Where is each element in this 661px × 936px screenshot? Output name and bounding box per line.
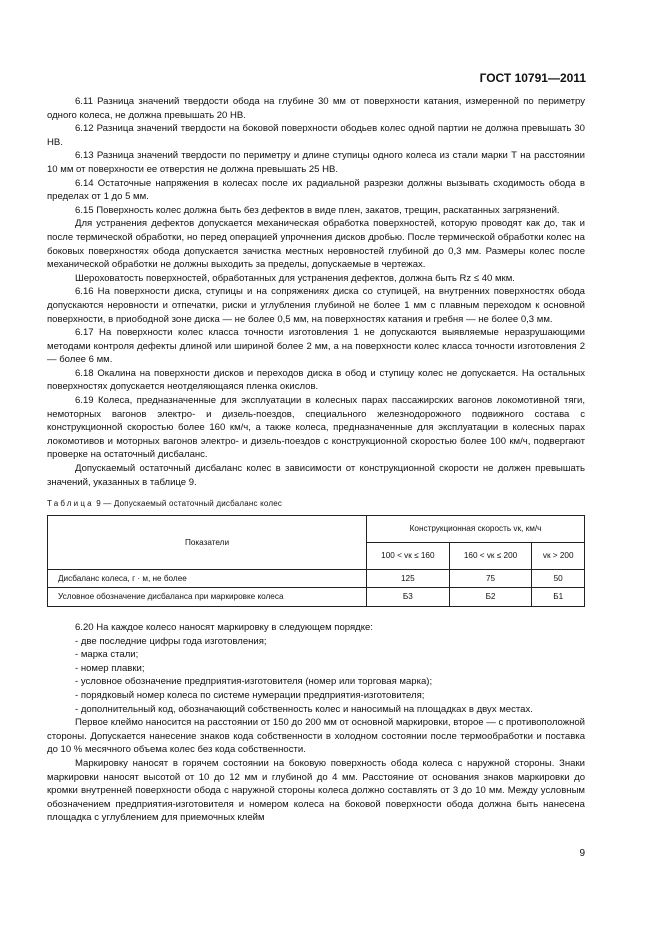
table-row xyxy=(48,569,585,588)
table-subheader-2: 160 < vк ≤ 200 xyxy=(449,542,532,569)
list-item: - две последние цифры года изготовления; xyxy=(75,635,267,647)
table-cell: Б3 xyxy=(367,588,450,607)
paragraph-6-13: 6.13 Разница значений твердости по периметру и длине ступицы одного колеса из стали марки Т на расстоянии 10 мм от поверхности ее отверстия не должна превышать 25 НВ. xyxy=(47,150,585,175)
paragraph-defects: Для устранения дефектов допускается механическая обработка поверхностей, которую проводят как до, так и после термической обработки, но перед операцией упрочнения дисков дробью. После термической обработки колес на боковых поверхностях обода допускается зачистка местных неровностей глубиной до 0,3 мм. Размеры колес после механической обработки не должны выходить за пределы, допускаемые в чертежах. xyxy=(47,218,585,271)
paragraph-roughness: Шероховатость поверхностей, обработанных для устранения дефектов, должна быть Rz ≤ 40 мкм. xyxy=(75,272,515,284)
document-header: ГОСТ 10791—2011 xyxy=(479,71,586,85)
marking-list xyxy=(47,635,585,717)
paragraph-6-19: 6.19 Колеса, предназначенные для эксплуатации в колесных парах пассажирских вагонов локомотивной тяги, немоторных вагонов электро- и дизель-поездов, специального железнодорожного подвижного состава с конструкционной скоростью более 160 км/ч, а также колеса, предназначенные для эксплуатации в колесных парах локомотивов и моторных вагонов электро- и дизель-поездов с конструкционной скоростью более 100 км/ч, подвергают проверке на остаточный дисбаланс. xyxy=(47,395,585,461)
table-header-indicator: Показатели xyxy=(48,515,367,569)
list-item: - порядковый номер колеса по системе нумерации предприятия-изготовителя; xyxy=(75,689,425,701)
paragraph-hot-marking: Маркировку наносят в горячем состоянии на боковую поверхность обода колеса с наружной стороны. Знаки маркировки наносят высотой от 10 до 12 мм и глубиной до 4 мм. Расстояние от основания знаков маркировки до кромки внутренней поверхности обода с наружной стороны колеса должно составлять от 3 до 10 мм. Между условным обозначением предприятия-изготовителя и номером колеса на боковой поверхности обода должна быть нанесена площадка с углублением для приемочных клейм xyxy=(47,757,585,824)
table-cell-label: Дисбаланс колеса, г · м, не более xyxy=(48,569,367,588)
imbalance-table xyxy=(47,515,585,607)
paragraph-imbalance: Допускаемый остаточный дисбаланс колес в зависимости от конструкционной скорости не должен превышать значений, указанных в таблице 9. xyxy=(47,463,585,488)
table-header-speed: Конструкционная скорость vк, км/ч xyxy=(367,515,585,542)
paragraph-6-18: 6.18 Окалина на поверхности дисков и переходов диска в обод и ступицу колес не допускается. На остальных поверхностях допускается неотделяющаяся пленка окислов. xyxy=(47,367,585,393)
paragraph-6-16: 6.16 На поверхности диска, ступицы и на сопряжениях диска со ступицей, на внутренних поверхностях обода допускаются неровности и отпечатки, риски и углубления глубиной не более 1 мм с плавным переходом к основной поверхности, в приободной зоне диска — не более 0,5 мм, на поверхностях катания и гребня — не более 0,3 мм. xyxy=(47,286,585,325)
paragraph-6-14: 6.14 Остаточные напряжения в колесах после их радиальной разрезки должны вызывать сходимость обода в пределах от 1 до 5 мм. xyxy=(47,177,585,203)
document-body xyxy=(47,95,585,825)
list-item: - марка стали; xyxy=(75,649,139,661)
table-caption-word: Таблица xyxy=(47,499,94,509)
table-subheader-3: vк > 200 xyxy=(532,542,585,569)
table-caption xyxy=(47,497,585,511)
table-cell: 125 xyxy=(367,569,450,588)
paragraph-first-stamp: Первое клеймо наносится на расстоянии от 150 до 200 мм от основной маркировки, второе — с противоположной стороны. Допускается нанесение знаков кода собственности в холодном состоянии после термообработки и поставка до 10 % месячного объема колес без кода собственности. xyxy=(47,717,585,756)
paragraph-6-11: 6.11 Разница значений твердости обода на глубине 30 мм от поверхности катания, измеренной по периметру одного колеса, не должна превышать 20 НВ. xyxy=(47,96,585,121)
table-cell-label: Условное обозначение дисбаланса при маркировке колеса xyxy=(48,588,367,607)
table-subheader-1: 100 < vк ≤ 160 xyxy=(367,542,450,569)
list-item: - дополнительный код, обозначающий собственность колес и наносимый на площадках в двух местах. xyxy=(75,703,533,715)
paragraph-6-12: 6.12 Разница значений твердости на боковой поверхности ободьев колес одной партии не должна превышать 30 НВ. xyxy=(47,123,585,148)
page-number: 9 xyxy=(579,848,585,859)
list-item: - условное обозначение предприятия-изготовителя (номер или торговая марка); xyxy=(75,676,433,688)
table-cell: Б2 xyxy=(449,588,532,607)
paragraph-6-20: 6.20 На каждое колесо наносят маркировку в следующем порядке: xyxy=(75,622,373,633)
list-item: - номер плавки; xyxy=(75,662,145,674)
paragraph-6-17: 6.17 На поверхности колес класса точности изготовления 1 не допускаются выявляемые неразрушающими методами контроля дефекты длиной или шириной более 2 мм, а на поверхности колес класса точности изготовления 2 — более 6 мм. xyxy=(47,327,585,366)
table-caption-text: 9 — Допускаемый остаточный дисбаланс колес xyxy=(96,499,283,509)
table-cell: 50 xyxy=(532,569,585,588)
table-row xyxy=(48,588,585,607)
table-cell: 75 xyxy=(449,569,532,588)
paragraph-6-15: 6.15 Поверхность колес должна быть без дефектов в виде плен, закатов, трещин, раскатанных загрязнений. xyxy=(75,204,560,216)
table-cell: Б1 xyxy=(532,588,585,607)
